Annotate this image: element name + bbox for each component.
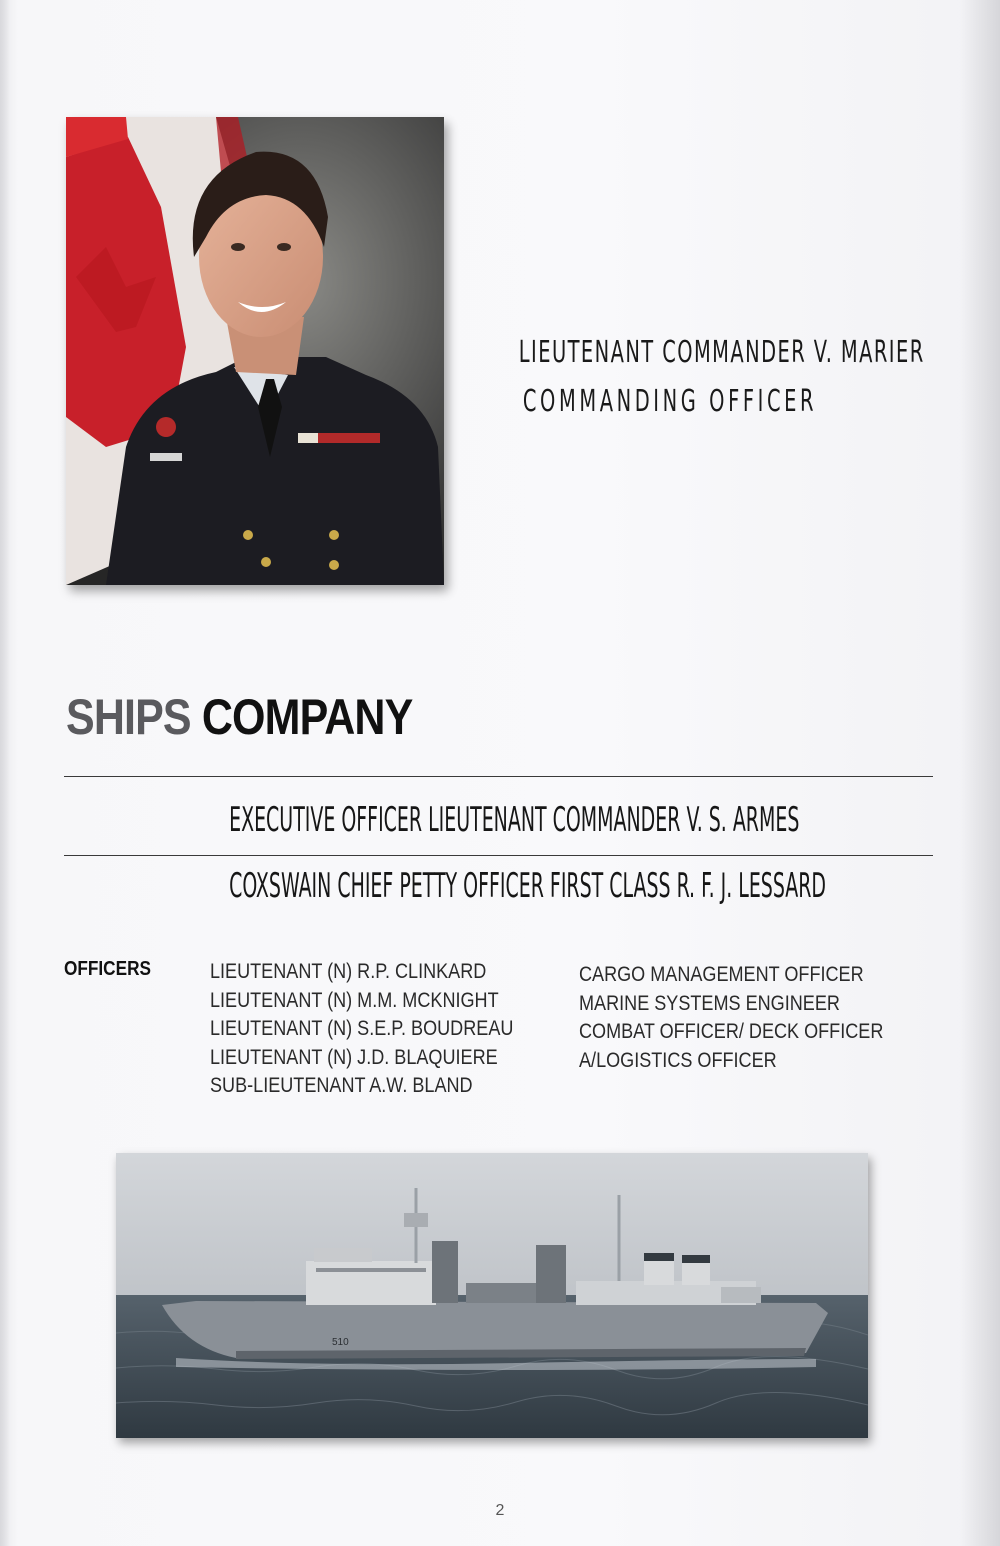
executive-officer-line: EXECUTIVE OFFICER LIEUTENANT COMMANDER V. S. ARMES — [229, 800, 800, 840]
officer-role: COMBAT OFFICER/ DECK OFFICER — [579, 1020, 884, 1043]
hull-number: 510 — [332, 1337, 349, 1348]
officer-role: MARINE SYSTEMS ENGINEER — [579, 991, 840, 1015]
page-number: 2 — [495, 1502, 505, 1519]
hangar — [721, 1287, 761, 1303]
forward-superstructure — [306, 1261, 436, 1305]
officer-name: LIEUTENANT (N) R.P. CLINKARD — [210, 960, 487, 983]
commanding-officer-portrait — [66, 117, 444, 585]
ship-photo — [116, 1153, 868, 1438]
officer-name: LIEUTENANT (N) M.M. MCKNIGHT — [210, 988, 499, 1012]
officer-name: LIEUTENANT (N) S.E.P. BOUDREAU — [210, 1017, 514, 1040]
officer-role: CARGO MANAGEMENT OFFICER — [579, 963, 864, 986]
officer-name: SUB-LIEUTENANT A.W. BLAND — [210, 1074, 473, 1097]
commander-rank-name: LIEUTENANT COMMANDER V. MARIER — [518, 335, 925, 370]
page-right-edge — [960, 0, 1000, 1546]
officer-names-list — [210, 958, 563, 1101]
cap-badge-patch — [156, 417, 176, 437]
divider-rule — [64, 776, 933, 777]
name-tag — [150, 453, 182, 461]
replenishment-rig — [432, 1241, 458, 1303]
section-title — [66, 688, 412, 746]
commander-role: COMMANDING OFFICER — [522, 384, 818, 419]
funnel — [644, 1257, 674, 1285]
officer-role: A/LOGISTICS OFFICER — [579, 1048, 777, 1072]
section-title-ships: SHIPS — [66, 689, 191, 745]
officers-label: OFFICERS — [64, 958, 151, 980]
coxswain-line: COXSWAIN CHIEF PETTY OFFICER FIRST CLASS R. F. J. LESSARD — [229, 866, 827, 906]
ship-illustration — [116, 1153, 868, 1438]
officer-roles-list — [579, 961, 933, 1075]
sky — [116, 1153, 868, 1303]
section-title-company: COMPANY — [201, 689, 413, 745]
page-left-edge — [0, 0, 10, 1546]
replenishment-rig — [536, 1245, 566, 1303]
officer-name: LIEUTENANT (N) J.D. BLAQUIERE — [210, 1045, 498, 1069]
portrait-illustration — [66, 117, 444, 585]
divider-rule — [64, 855, 933, 856]
